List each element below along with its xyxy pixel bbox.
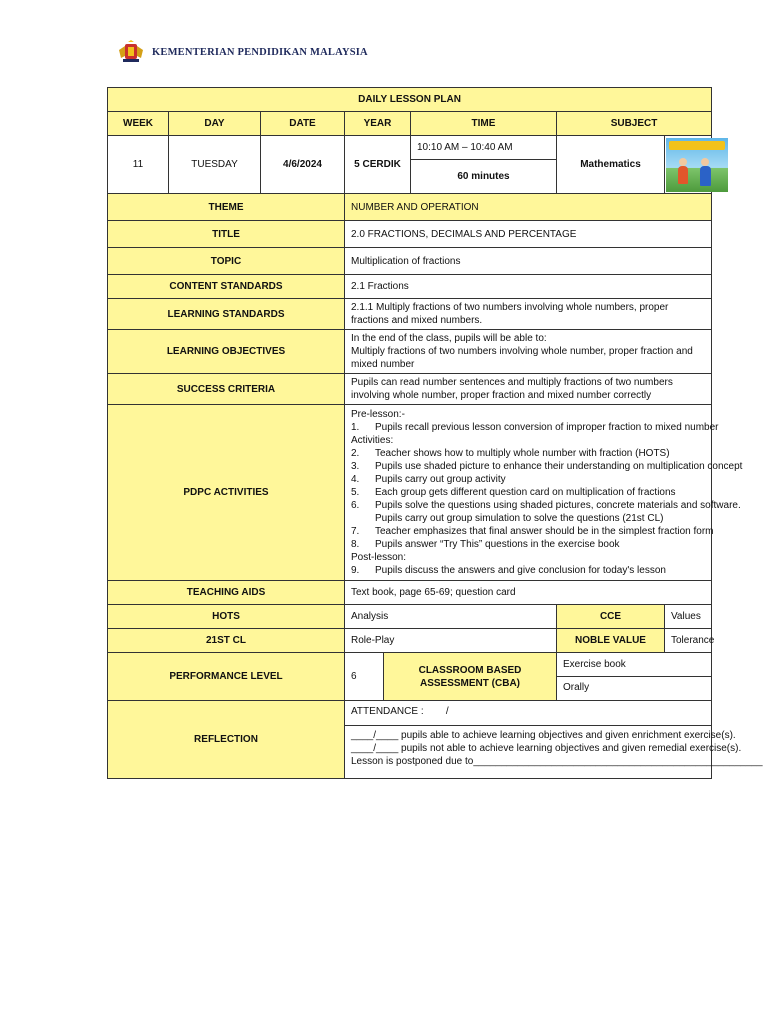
cce-label: CCE [557, 605, 665, 629]
hots-label: HOTS [108, 605, 345, 629]
teaching-aids-value: Text book, page 65-69; question card [345, 581, 712, 605]
activities-heading: Activities: [351, 435, 394, 446]
plan-title: DAILY LESSON PLAN [108, 88, 712, 112]
activity-item: 8. Pupils answer “Try This” questions in the exercise book [351, 539, 620, 550]
hots-value: Analysis [345, 605, 557, 629]
ministry-header [116, 40, 368, 64]
cba-values [557, 653, 712, 701]
cba-exercise-book: Exercise book [557, 654, 711, 677]
col-week: WEEK [108, 112, 169, 136]
activity-item: 5. Each group gets different question card on multiplication of fractions [351, 487, 676, 498]
ministry-name: KEMENTERIAN PENDIDIKAN MALAYSIA [152, 46, 368, 58]
reflection-not-achieved: ____/____ pupils not able to achieve learning objectives and given remedial exercise(s). [351, 743, 742, 754]
activity-item: Pupils carry out group simulation to solve the questions (21st CL) [375, 513, 664, 524]
year-value: 5 CERDIK [345, 136, 411, 194]
title-value: 2.0 FRACTIONS, DECIMALS AND PERCENTAGE [345, 221, 712, 248]
performance-level-value: 6 [345, 653, 384, 701]
col-year: YEAR [345, 112, 411, 136]
attendance: ATTENDANCE : / [345, 701, 711, 726]
activity-item: 6. Pupils solve the questions using shaded pictures, concrete materials and software. [351, 500, 741, 511]
noble-value-value: Tolerance [665, 629, 712, 653]
content-standards-label: CONTENT STANDARDS [108, 275, 345, 299]
duration: 60 minutes [457, 171, 510, 182]
activity-item: 7. Teacher emphasizes that final answer should be in the simplest fraction form [351, 526, 714, 537]
success-criteria-value: Pupils can read number sentences and multiply fractions of two numbers involving whole number, proper fraction and mixed number correctly [345, 374, 712, 405]
activity-item: 3. Pupils use shaded picture to enhance their understanding on multiplication concept [351, 461, 743, 472]
activity-item: 2. Teacher shows how to multiply whole number with fraction (HOTS) [351, 448, 670, 459]
pdpc-activities-label: PDPC ACTIVITIES [108, 405, 345, 581]
subject-value: Mathematics [557, 136, 665, 194]
date-value: 4/6/2024 [261, 136, 345, 194]
title-label: TITLE [108, 221, 345, 248]
pdpc-activities-list [345, 405, 743, 581]
col-date: DATE [261, 112, 345, 136]
reflection-cell [345, 701, 763, 779]
learning-standards-value: 2.1.1 Multiply fractions of two numbers involving whole numbers, proper fractions and mixed numbers. [345, 299, 712, 330]
learning-objectives-value [345, 330, 712, 374]
malaysia-crest-icon [116, 40, 146, 64]
col-time: TIME [411, 112, 557, 136]
reflection-achieved: ____/____ pupils able to achieve learning objectives and given enrichment exercise(s). [351, 730, 736, 741]
time-range: 10:10 AM – 10:40 AM [411, 136, 556, 160]
topic-value: Multiplication of fractions [345, 248, 712, 275]
success-criteria-label: SUCCESS CRITERIA [108, 374, 345, 405]
activity-item: 1. Pupils recall previous lesson conversion of improper fraction to mixed number [351, 422, 719, 433]
noble-value-label: NOBLE VALUE [557, 629, 665, 653]
content-standards-value: 2.1 Fractions [345, 275, 712, 299]
pre-lesson-heading: Pre-lesson:- [351, 409, 405, 420]
col-subject: SUBJECT [557, 112, 712, 136]
week-value: 11 [108, 136, 169, 194]
reflection-label: REFLECTION [108, 701, 345, 779]
col-day: DAY [169, 112, 261, 136]
performance-level-label: PERFORMANCE LEVEL [108, 653, 345, 701]
day-value: TUESDAY [169, 136, 261, 194]
learning-objectives-label: LEARNING OBJECTIVES [108, 330, 345, 374]
reflection-postponed: Lesson is postponed due to____________________________________________________ [351, 756, 763, 767]
textbook-cover-image [666, 138, 728, 192]
21st-cl-value: Role-Play [345, 629, 557, 653]
teaching-aids-label: TEACHING AIDS [108, 581, 345, 605]
lo-text: Multiply fractions of two numbers involving whole number, proper fraction and mixed number [351, 346, 693, 370]
activity-item: 9. Pupils discuss the answers and give conclusion for today's lesson [351, 565, 666, 576]
learning-standards-label: LEARNING STANDARDS [108, 299, 345, 330]
cba-orally: Orally [563, 682, 590, 693]
cce-value: Values [665, 605, 712, 629]
lo-intro: In the end of the class, pupils will be able to: [351, 333, 547, 344]
activity-item: 4. Pupils carry out group activity [351, 474, 506, 485]
time-cell [411, 136, 557, 194]
textbook-cover-cell [665, 136, 712, 194]
daily-lesson-plan-table [107, 87, 763, 779]
topic-label: TOPIC [108, 248, 345, 275]
theme-label: THEME [108, 194, 345, 221]
theme-value: NUMBER AND OPERATION [345, 194, 712, 221]
post-lesson-heading: Post-lesson: [351, 552, 407, 563]
cba-label: CLASSROOM BASED ASSESSMENT (CBA) [384, 653, 557, 701]
21st-cl-label: 21ST CL [108, 629, 345, 653]
